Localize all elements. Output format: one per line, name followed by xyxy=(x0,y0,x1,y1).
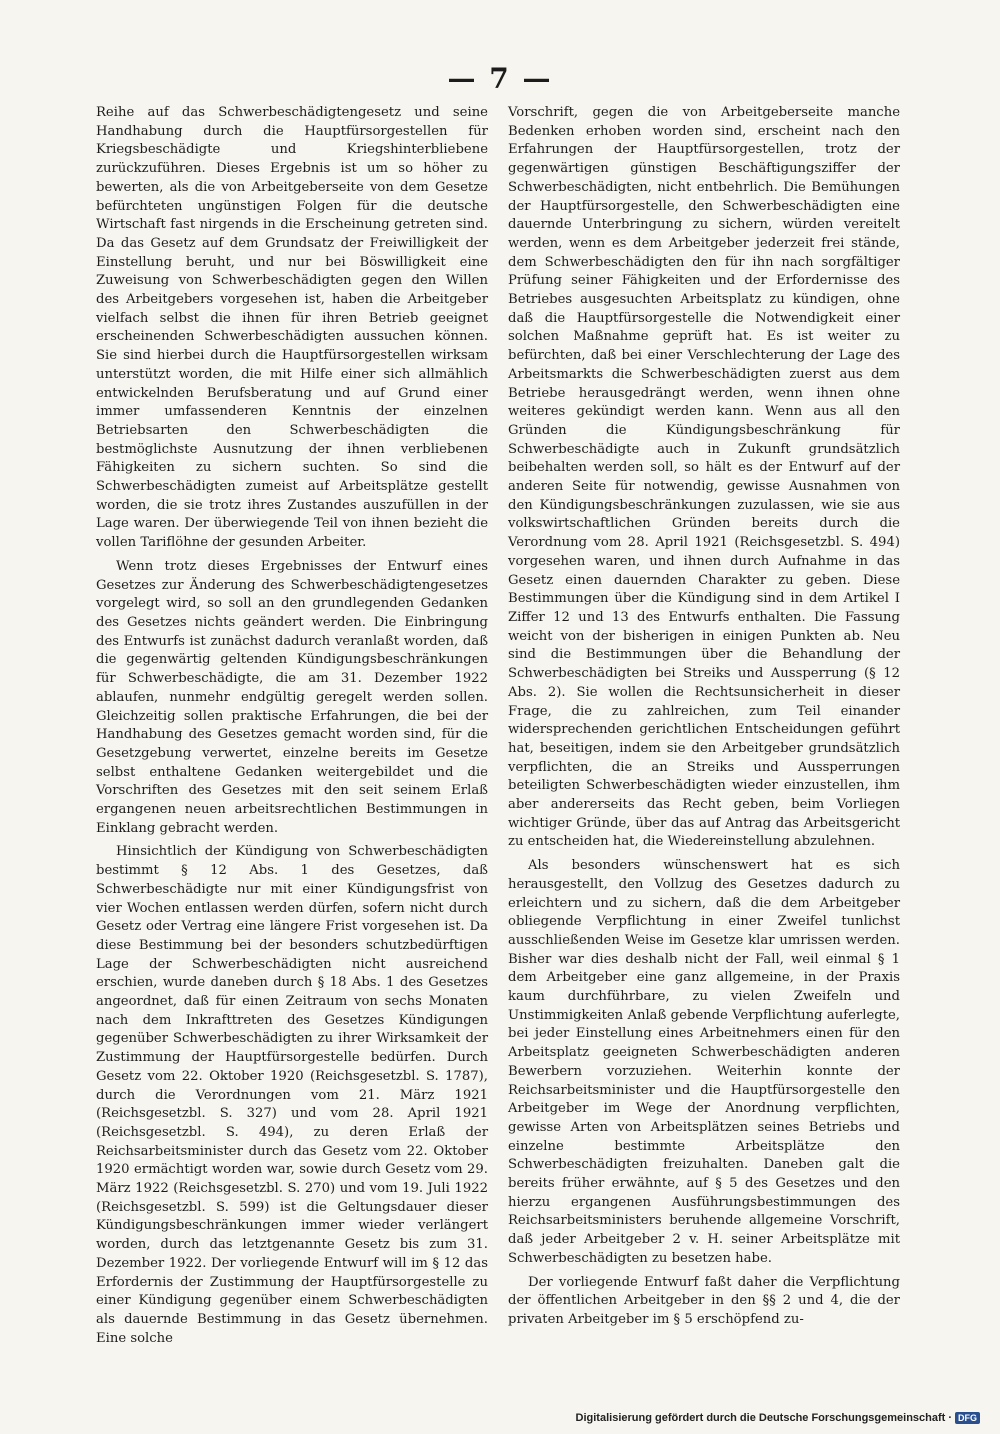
paragraph: Wenn trotz dieses Ergebnisses der Entwurf eines Gesetzes zur Änderung des Schwerbeschädigtengesetzes vorgelegt wird, so soll an den grundlegenden Gedanken des Gesetzes nichts geändert werden. Die Einbringung des Entwurfs ist zunächst dadurch veranlaßt worden, daß die gegenwärtig geltenden Kündigungsbeschränkungen für Schwerbeschädigte, die am 31. Dezember 1922 ablaufen, nunmehr endgültig geregelt werden sollen. Gleichzeitig sollen praktische Erfahrungen, die bei der Handhabung des Gesetzes gemacht worden sind, für die Gesetzgebung verwertet, einzelne bereits im Gesetze selbst enthaltene Gedanken weitergebildet und die Vorschriften des Gesetzes mit den seit seinem Erlaß ergangenen neuen arbeitsrechtlichen Bestimmungen in Einklang gebracht werden. xyxy=(96,558,488,836)
paragraph: Als besonders wünschenswert hat es sich herausgestellt, den Vollzug des Gesetzes dadurch zu erleichtern und zu sichern, daß die dem Arbeitgeber obliegende Verpflichtung in einer Zweifel tunlichst ausschließenden Weise im Gesetze klar umrissen werden. Bisher war dies deshalb nicht der Fall, weil einmal § 1 dem Arbeitgeber eine ganz allgemeine, in der Praxis kaum durchführbare, zu vielen Zweifeln und Unstimmigkeiten Anlaß gebende Verpflichtung auferlegte, bei jeder Einstellung eines Arbeitnehmers einen für den Arbeitsplatz geeigneten Schwerbeschädigten anderen Bewerbern vorzuziehen. Weiterhin konnte der Reichsarbeitsminister und die Hauptfürsorgestelle den Arbeitgeber im Wege der Anordnung verpflichten, gewisse Arten von Arbeitsplätzen seines Betriebs und einzelne bestimmte Arbeitsplätze den Schwerbeschädigten freizuhalten. Daneben galt die bereits früher erwähnte, auf § 5 des Gesetzes und den hierzu ergangenen Ausführungsbestimmungen des Reichsarbeitsministers beruhende allgemeine Vorschrift, daß jeder Arbeitgeber 2 v. H. seiner Arbeitsplätze mit Schwerbeschädigten zu besetzen habe. xyxy=(508,858,900,1266)
credit-text: Digitalisierung gefördert durch die Deutsche Forschungsgemeinschaft xyxy=(575,1412,946,1424)
paragraph: Der vorliegende Entwurf faßt daher die Verpflichtung der öffentlichen Arbeitgeber in den §§ 2 und 4, die der privaten Arbeitgeber im § 5 erschöpfend zu- xyxy=(508,1274,900,1327)
credit-separator: · xyxy=(948,1412,952,1424)
digitization-credit xyxy=(576,1412,980,1424)
page-number: — 7 — xyxy=(447,62,553,95)
paragraph: Vorschrift, gegen die von Arbeitgeberseite manche Bedenken erhoben worden sind, erscheint nach den Erfahrungen der Hauptfürsorgestellen, trotz der gegenwärtigen günstigen Beschäftigungsziffer der Schwerbeschädigten, nicht entbehrlich. Die Bemühungen der Hauptfürsorgestelle, den Schwerbeschädigten eine dauernde Unterbringung zu sichern, würden vereitelt werden, wenn es dem Arbeitgeber jederzeit frei stände, dem Schwerbeschädigten den für ihn nach sorgfältiger Prüfung seiner Fähigkeiten und der Erfordernisse des Betriebes ausgesuchten Arbeitsplatz zu kündigen, ohne daß die Hauptfürsorgestelle die Notwendigkeit einer solchen Maßnahme geprüft hat. Es ist weiter zu befürchten, daß bei einer Verschlechterung der Lage des Arbeitsmarkts die Schwerbeschädigten zuerst aus dem Betriebe herausgedrängt werden, wenn ihnen ohne weiteres gekündigt werden kann. Wenn aus all den Gründen die Kündigungsbeschränkung für Schwerbeschädigte auch in Zukunft grundsätzlich beibehalten werden soll, so hält es der Entwurf auf der anderen Seite für notwendig, gewisse Ausnahmen von den Kündigungsbeschränkungen zuzulassen, wie sie aus volkswirtschaftlichen Gründen bereits durch die Verordnung vom 28. April 1921 (Reichsgesetzbl. S. 494) vorgesehen waren, und ihnen durch Aufnahme in das Gesetz einen dauernden Charakter zu geben. Diese Bestimmungen über die Kündigung sind in dem Artikel I Ziffer 12 und 13 des Entwurfs enthalten. Die Fassung weicht von der bisherigen in einigen Punkten ab. Neu sind die Bestimmungen über die Behandlung der Schwerbeschädigten bei Streiks und Aussperrung (§ 12 Abs. 2). Sie wollen die Rechtsunsicherheit in dieser Frage, die zu zahlreichen, zum Teil einander widersprechenden gerichtlichen Entscheidungen geführt hat, beseitigen, indem sie den Arbeitgeber grundsätzlich verpflichten, die an Streiks und Aussperrungen beteiligten Schwerbeschädigten wieder einzustellen, ihm aber andererseits das Recht geben, beim Vorliegen wichtiger Gründe, über das auf Antrag das Arbeitsgericht zu entscheiden hat, die Wiedereinstellung abzulehnen. xyxy=(508,105,900,850)
paragraph: Reihe auf das Schwerbeschädigtengesetz und seine Handhabung durch die Hauptfürsorgestellen für Kriegsbeschädigte und Kriegshinterbliebene zurückzuführen. Dieses Ergebnis ist um so höher zu bewerten, als die von Arbeitgeberseite von dem Gesetze befürchteten ungünstigen Folgen für die deutsche Wirtschaft fast nirgends in die Erscheinung getreten sind. Da das Gesetz auf dem Grundsatz der Freiwilligkeit der Einstellung beruht, und nur bei Böswilligkeit eine Zuweisung von Schwerbeschädigten gegen den Willen des Arbeitgebers vorgesehen ist, haben die Arbeitgeber vielfach selbst die ihnen für ihren Betrieb geeignet erscheinenden Schwerbeschädigten aussuchen können. Sie sind hierbei durch die Hauptfürsorgestellen wirksam unterstützt worden, die mit Hilfe einer sich allmählich entwickelnden Berufsberatung und auf Grund einer immer umfassenderen Kenntnis der einzelnen Betriebsarten den Schwerbeschädigten die bestmöglichste Ausnutzung der ihnen verbliebenen Fähigkeiten zu sichern suchten. So sind die Schwerbeschädigten zumeist auf Arbeitsplätze gestellt worden, die sie trotz ihres Zustandes auszufüllen in der Lage waren. Der überwiegende Teil von ihnen bezieht die vollen Tariflöhne der gesunden Arbeiter. xyxy=(96,105,488,551)
paragraph: Hinsichtlich der Kündigung von Schwerbeschädigten bestimmt § 12 Abs. 1 des Gesetzes, daß Schwerbeschädigte nur mit einer Kündigungsfrist von vier Wochen entlassen werden dürfen, sofern nicht durch Gesetz oder Vertrag eine längere Frist vorgesehen ist. Da diese Bestimmung bei der besonders schutzbedürftigen Lage der Schwerbeschädigten nicht ausreichend erschien, wurde daneben durch § 18 Abs. 1 des Gesetzes angeordnet, daß für einen Zeitraum von sechs Monaten nach dem Inkrafttreten des Gesetzes Kündigungen gegenüber Schwerbeschädigten zu ihrer Wirksamkeit der Zustimmung der Hauptfürsorgestelle bedürfen. Durch Gesetz vom 22. Oktober 1920 (Reichsgesetzbl. S. 1787), durch die Verordnungen vom 21. März 1921 (Reichsgesetzbl. S. 327) und vom 28. April 1921 (Reichsgesetzbl. S. 494), zu deren Erlaß der Reichsarbeitsminister durch das Gesetz vom 22. Oktober 1920 ermächtigt worden war, sowie durch Gesetz vom 29. März 1922 (Reichsgesetzbl. S. 270) und vom 19. Juli 1922 (Reichsgesetzbl. S. 599) ist die Geltungsdauer dieser Kündigungsbeschränkungen immer wieder verlängert worden, durch das letztgenannte Gesetz bis zum 31. Dezember 1922. Der vorliegende Entwurf will im § 12 das Erfordernis der Zustimmung der Hauptfürsorgestelle zu einer Kündigung gegenüber einem Schwerbeschädigten als dauernde Bestimmung in das Gesetz übernehmen. Eine solche xyxy=(96,844,488,1346)
left-column xyxy=(96,104,488,1353)
dfg-logo-icon: DFG xyxy=(955,1412,980,1424)
right-column xyxy=(508,104,900,1335)
